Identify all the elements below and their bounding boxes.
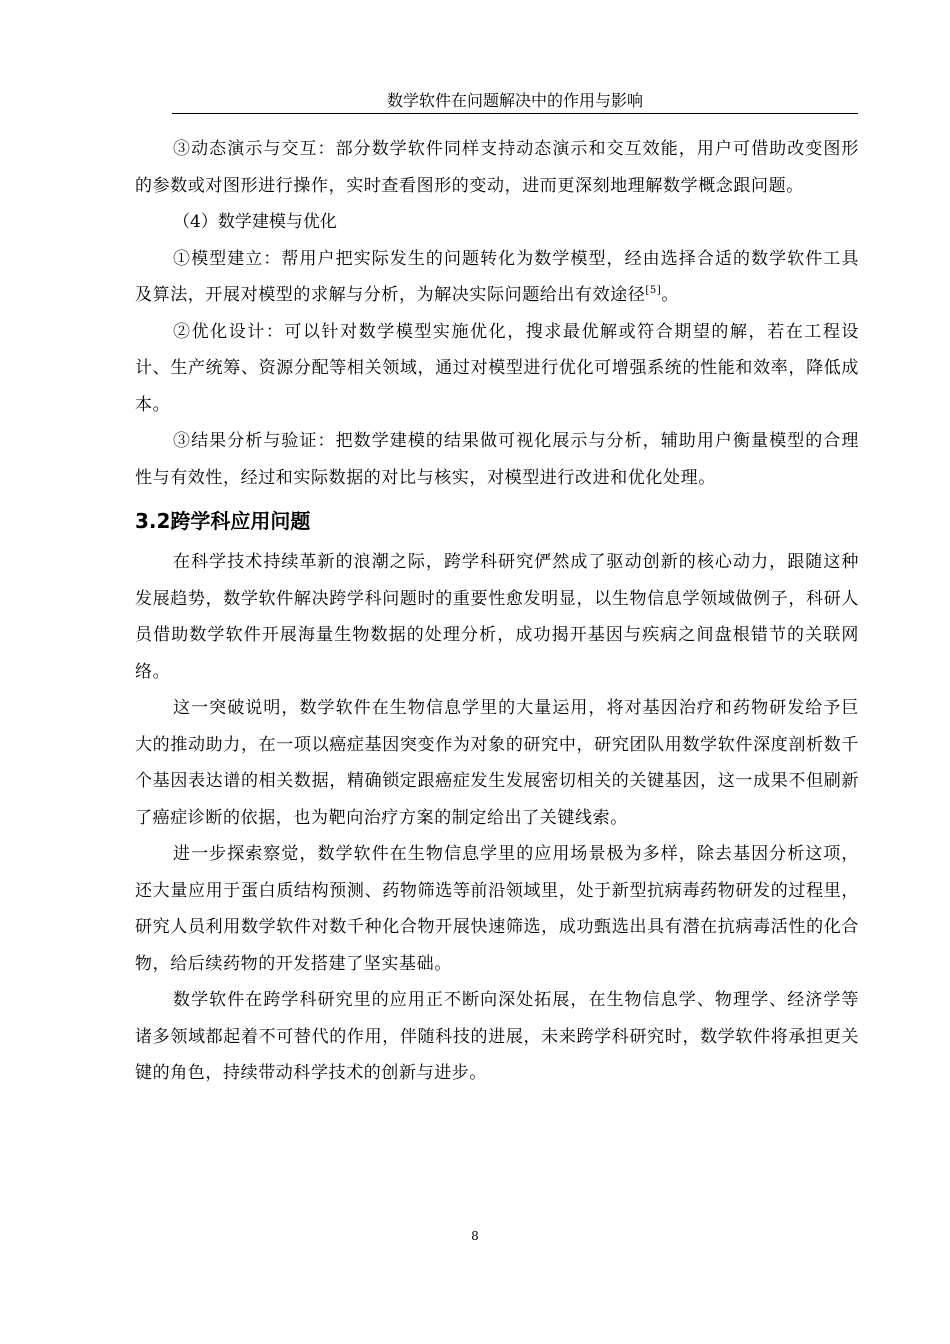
citation-marker: [5] <box>645 285 662 296</box>
running-header: 数学软件在问题解决中的作用与影响 <box>386 91 643 110</box>
header-rule <box>172 113 858 114</box>
section-heading: 3.2跨学科应用问题 <box>135 509 311 533</box>
paragraph-optimization: ②优化设计：可以针对数学模型实施优化，搜求最优解或符合期望的解，若在工程设计、生产统筹、资源分配等相关领域，通过对模型进行优化可增强系统的性能和效率，降低成本。 <box>135 321 859 415</box>
paragraph-dynamic-demo: ③动态演示与交互：部分数学软件同样支持动态演示和交互效能，用户可借助改变图形的参数或对图形进行操作，实时查看图形的变动，进而更深刻地理解数学概念跟问题。 <box>135 139 859 196</box>
paragraph-interdisciplinary-4: 数学软件在跨学科研究里的应用正不断向深处拓展，在生物信息学、物理学、经济学等诸多领域都起着不可替代的作用，伴随科技的进展，未来跨学科研究时，数学软件将承担更关键的角色，持续带动科学技术的创新与进步。 <box>135 990 859 1083</box>
model-building-end: 。 <box>661 285 679 305</box>
subheading-modeling: （4）数学建模与优化 <box>173 212 337 232</box>
paragraph-model-building <box>135 241 859 314</box>
body-text <box>135 131 859 1092</box>
page-number: 8 <box>471 1229 479 1243</box>
paragraph-interdisciplinary-2: 这一突破说明，数学软件在生物信息学里的大量运用，将对基因治疗和药物研发给予巨大的推动助力，在一项以癌症基因突变作为对象的研究中，研究团队用数学软件深度剖析数千个基因表达谱的相关数据，精确锁定跟癌症发生发展密切相关的关键基因，这一成果不但刷新了癌症诊断的依据，也为靶向治疗方案的制定给出了关键线索。 <box>135 698 859 828</box>
paragraph-result-analysis: ③结果分析与验证：把数学建模的结果做可视化展示与分析，辅助用户衡量模型的合理性与有效性，经过和实际数据的对比与核实，对模型进行改进和优化处理。 <box>135 431 859 488</box>
paragraph-interdisciplinary-3: 进一步探索察觉，数学软件在生物信息学里的应用场景极为多样，除去基因分析这项，还大量应用于蛋白质结构预测、药物筛选等前沿领域里，处于新型抗病毒药物研发的过程里，研究人员利用数学软件对数千种化合物开展快速筛选，成功甄选出具有潜在抗病毒活性的化合物，给后续药物的开发搭建了坚实基础。 <box>135 844 859 974</box>
model-building-text: ①模型建立：帮用户把实际发生的问题转化为数学模型，经由选择合适的数学软件工具及算法，开展对模型的求解与分析，为解决实际问题给出有效途径 <box>135 248 859 305</box>
paragraph-interdisciplinary-1: 在科学技术持续革新的浪潮之际，跨学科研究俨然成了驱动创新的核心动力，跟随这种发展趋势，数学软件解决跨学科问题时的重要性愈发明显，以生物信息学领域做例子，科研人员借助数学软件开展海量生物数据的处理分析，成功揭开基因与疾病之间盘根错节的关联网络。 <box>135 552 859 682</box>
